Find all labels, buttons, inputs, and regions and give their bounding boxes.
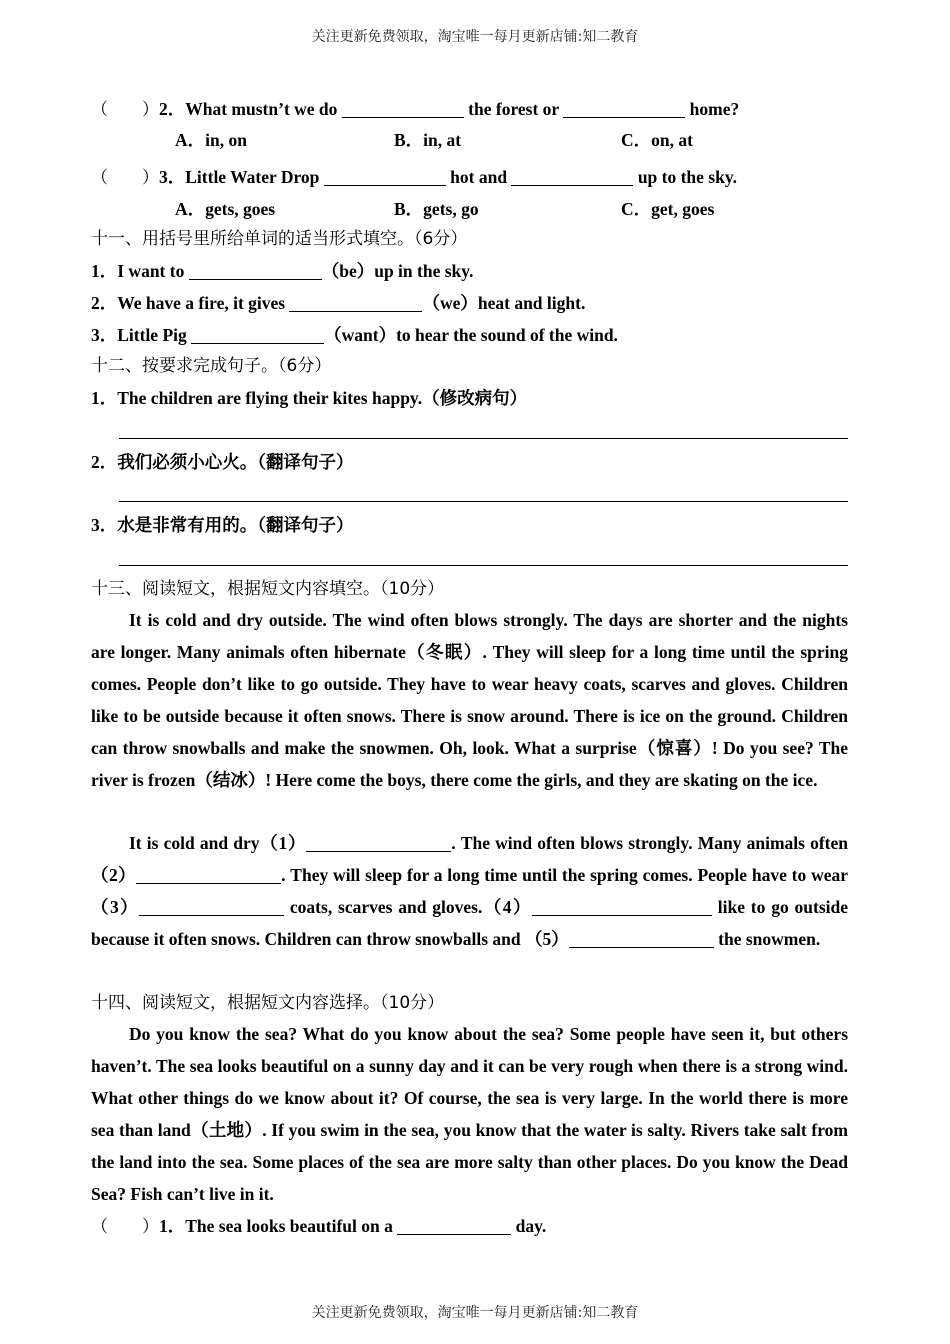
answer-blank[interactable] (397, 1216, 511, 1235)
answer-blank[interactable] (191, 325, 324, 344)
question-text: What mustn’t we do (185, 99, 338, 119)
option-c: C．on, at (621, 130, 693, 150)
answer-paren: （ ） (91, 168, 159, 188)
item-text: 2．We have a fire, it gives (91, 293, 286, 313)
question-text: hot and (450, 167, 508, 187)
answer-blank[interactable] (189, 261, 322, 280)
answer-blank-5[interactable] (569, 929, 714, 948)
summary-text: coats, scarves and gloves.（4） (284, 896, 532, 917)
fill-in-summary (91, 828, 848, 956)
answer-blank[interactable] (324, 167, 446, 186)
item-text: （want）to hear the sound of the wind. (324, 325, 618, 345)
answer-blank[interactable] (289, 293, 422, 312)
summary-text: the snowmen. (713, 928, 821, 949)
section-11-title: 十一、用括号里所给单词的适当形式填空。（6分） (91, 229, 468, 249)
page-header: 关注更新免费领取，淘宝唯一每月更新店铺:知二教育 (311, 29, 639, 45)
sec11-item-3 (91, 319, 848, 351)
item-text: （we）heat and light. (422, 293, 586, 313)
question-text: 1．The sea looks beautiful on a (159, 1216, 393, 1236)
question-number: 3． (159, 167, 186, 187)
item-text: （be）up in the sky. (321, 261, 474, 281)
summary-text: like to go outside because it often snows. Children can throw snowballs and （5） (91, 896, 848, 949)
answer-blank-4[interactable] (532, 897, 712, 916)
option-c: C．get, goes (621, 199, 715, 219)
question-text: up to the sky. (637, 167, 738, 187)
answer-blank[interactable] (342, 99, 464, 118)
reading-passage-1: It is cold and dry outside. The wind often blows strongly. The days are shorter and the nights are longer. Many animals often hibernate（冬眠）. They will sleep for a long time until the spring comes. People don’t like to go outside. They have to wear heavy coats, scarves and gloves. Children like to be outside because it often snows. There is snow around. There is ice on the ground. Children can throw snowballs and make the snowmen. Oh, look. What a surprise（惊喜）! Do you see? The river is frozen（结冰）! Here come the boys, there come the girls, and they are skating on the ice. (91, 610, 848, 790)
question-2 (91, 93, 848, 125)
answer-blank-1[interactable] (306, 833, 451, 852)
section-12-title: 十二、按要求完成句子。（6分） (91, 356, 332, 376)
answer-blank[interactable] (563, 99, 685, 118)
answer-line[interactable] (119, 438, 848, 439)
section-13-title: 十三、阅读短文，根据短文内容填空。（10分） (91, 579, 445, 599)
question-number: 2． (159, 99, 186, 119)
option-a: A．gets, goes (175, 199, 276, 219)
summary-text: . The wind often blows strongly. Many animals often（2） (91, 833, 848, 885)
sec12-item-1: 1．The children are flying their kites happy.（修改病句） (91, 388, 528, 408)
answer-blank[interactable] (511, 167, 633, 186)
question-text: Little Water Drop (185, 167, 320, 187)
summary-text: It is cold and dry（1） (129, 833, 307, 853)
summary-text: . They will sleep for a long time until the spring comes. People have to wear （3） (91, 864, 848, 917)
question-text: the forest or (468, 99, 559, 119)
section-14-title: 十四、阅读短文，根据短文内容选择。（10分） (91, 993, 445, 1013)
answer-blank-3[interactable] (139, 897, 284, 916)
option-b: B．gets, go (394, 199, 479, 219)
answer-paren: （ ） (91, 100, 159, 120)
sec12-item-2: 2．我们必须小心火。（翻译句子） (91, 452, 354, 472)
sec14-question-1 (91, 1210, 848, 1242)
answer-line[interactable] (119, 565, 848, 566)
item-text: 1．I want to (91, 261, 185, 281)
page-footer: 关注更新免费领取，淘宝唯一每月更新店铺:知二教育 (311, 1305, 639, 1321)
answer-blank-2[interactable] (136, 865, 281, 884)
question-text: home? (689, 99, 740, 119)
answer-paren: （ ） (91, 1217, 159, 1237)
reading-passage-2: Do you know the sea? What do you know about the sea? Some people have seen it, but others haven’t. The sea looks beautiful on a sunny day and it can be very rough when there is a strong wind. What other things do we know about it? Of course, the sea is very large. In the world there is more sea than land（土地）. If you swim in the sea, you know that the water is salty. Rivers take salt from the land into the sea. Some places of the sea are more salty than other places. Do you know the Dead Sea? Fish can’t live in it. (91, 1024, 848, 1204)
option-b: B．in, at (394, 130, 462, 150)
answer-line[interactable] (119, 501, 848, 502)
question-text: day. (515, 1216, 547, 1236)
sec11-item-2 (91, 287, 848, 319)
item-text: 3．Little Pig (91, 325, 187, 345)
sec12-item-3: 3．水是非常有用的。（翻译句子） (91, 515, 354, 535)
option-a: A．in, on (175, 130, 247, 150)
sec11-item-1 (91, 255, 848, 287)
question-3 (91, 161, 848, 193)
